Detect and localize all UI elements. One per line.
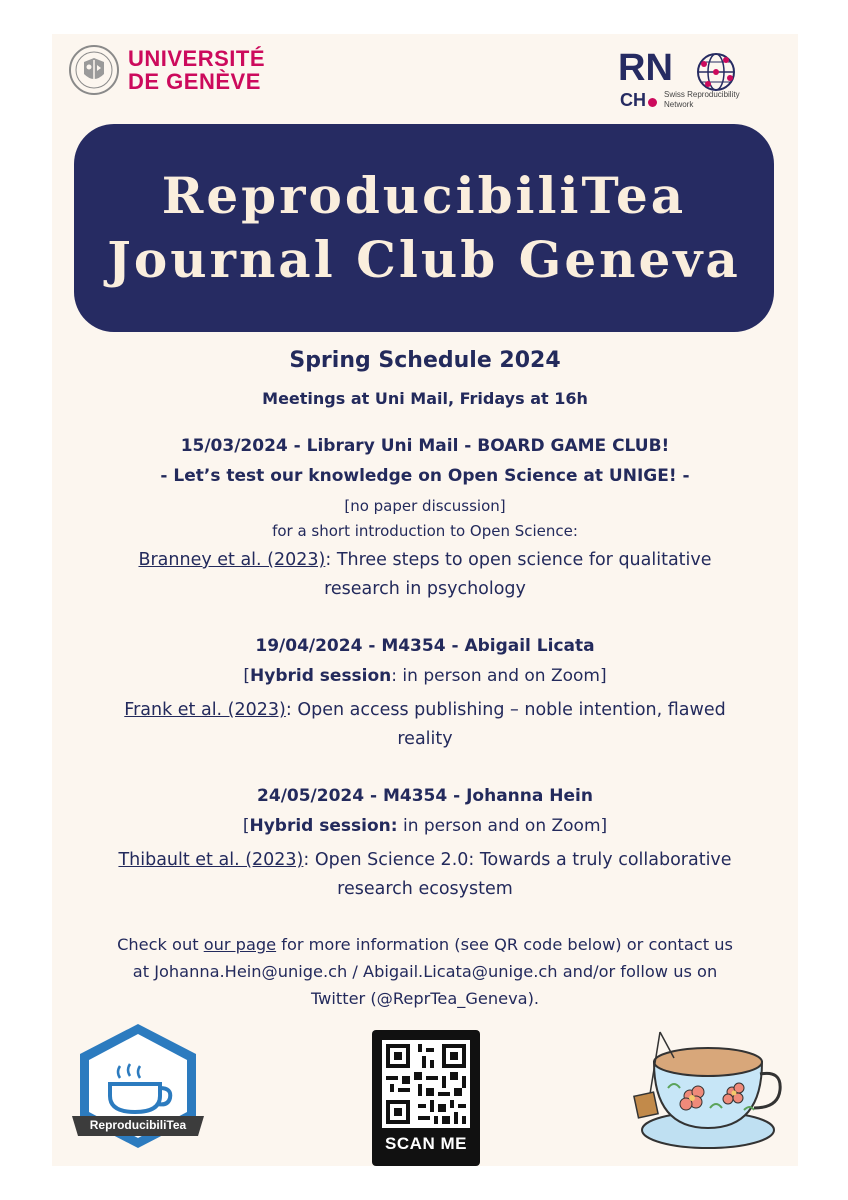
event-2-heading: 19/04/2024 - M4354 - Abigail Licata: [255, 636, 595, 656]
rn-tagline-1: Swiss Reproducibility: [664, 90, 740, 99]
event-1-intro: for a short introduction to Open Science:: [272, 522, 578, 540]
title-banner: [74, 124, 774, 332]
title-line-2: Journal Club Geneva: [107, 230, 741, 289]
rn-tagline-2: Network: [664, 100, 694, 109]
scan-me-label: SCAN ME: [385, 1134, 467, 1153]
event-1-heading: 15/03/2024 - Library Uni Mail - BOARD GAME CLUB!: [180, 436, 670, 456]
event-1-paper-title-cont: research in psychology: [324, 579, 526, 599]
contact-post: for more information (see QR code below) or contact us: [276, 935, 733, 954]
unige-line1: UNIVERSITÉ: [128, 46, 266, 71]
event-3-heading: 24/05/2024 - M4354 - Johanna Hein: [257, 786, 593, 806]
schedule-subtitle: Meetings at Uni Mail, Fridays at 16h: [262, 389, 588, 408]
event-2-session: [52, 666, 798, 686]
event-2-session-type: Hybrid session: [250, 666, 392, 686]
qr-code[interactable]: [372, 1030, 480, 1166]
contact-emails: at Johanna.Hein@unige.ch / Abigail.Licata@unige.ch and/or follow us on: [132, 962, 718, 981]
event-1-note: [no paper discussion]: [344, 497, 506, 515]
reproducibilitea-badge: [68, 1020, 208, 1152]
event-3-session-type: Hybrid session:: [249, 816, 398, 836]
event-1-reference: [52, 546, 798, 604]
event-2-paper-title-cont: reality: [397, 729, 453, 749]
rnch-logo: [618, 44, 748, 120]
event-3-reference: [52, 846, 798, 904]
event-3-session-detail: in person and on Zoom]: [397, 816, 608, 836]
event-2-paper-title: : Open access publishing – noble intention, flawed: [285, 700, 726, 720]
ch-mark: CH: [620, 90, 646, 110]
event-3-bracket: [: [242, 816, 250, 836]
hexagon-badge-icon: [68, 1020, 208, 1152]
title-line-1: ReproducibiliTea: [161, 166, 687, 225]
network-globe-icon: [694, 50, 738, 94]
contact-info: [52, 931, 798, 1012]
contact-twitter: Twitter (@ReprTea_Geneva).: [310, 989, 540, 1008]
event-1-tagline: - Let’s test our knowledge on Open Science at UNIGE! -: [160, 466, 690, 486]
event-3-session: [52, 816, 798, 836]
qr-pattern-icon: [382, 1040, 470, 1128]
our-page-link[interactable]: our page: [203, 935, 277, 954]
event-2-session-detail: : in person and on Zoom]: [391, 666, 607, 686]
event-3-paper-link[interactable]: Thibault et al. (2023): [118, 850, 304, 870]
event-1-paper-link[interactable]: Branney et al. (2023): [138, 550, 326, 570]
unige-seal-icon: [68, 44, 120, 96]
poster: [52, 34, 798, 1166]
event-1-paper-title: : Three steps to open science for qualitative: [325, 550, 712, 570]
schedule-title: Spring Schedule 2024: [289, 348, 561, 373]
event-2-paper-link[interactable]: Frank et al. (2023): [124, 700, 286, 720]
contact-pre: Check out: [117, 935, 204, 954]
event-3-paper-title-cont: research ecosystem: [337, 879, 513, 899]
teacup-illustration-icon: [624, 1022, 784, 1152]
ch-dot: [648, 98, 657, 107]
event-3-paper-title: : Open Science 2.0: Towards a truly collaborative: [303, 850, 732, 870]
rn-mark: RN: [618, 47, 673, 89]
unige-logo: [68, 44, 265, 96]
event-2-reference: [52, 696, 798, 754]
event-2-bracket: [: [243, 666, 251, 686]
unige-line2: DE GENÈVE: [128, 69, 261, 94]
badge-label: ReproducibiliTea: [89, 1118, 187, 1132]
